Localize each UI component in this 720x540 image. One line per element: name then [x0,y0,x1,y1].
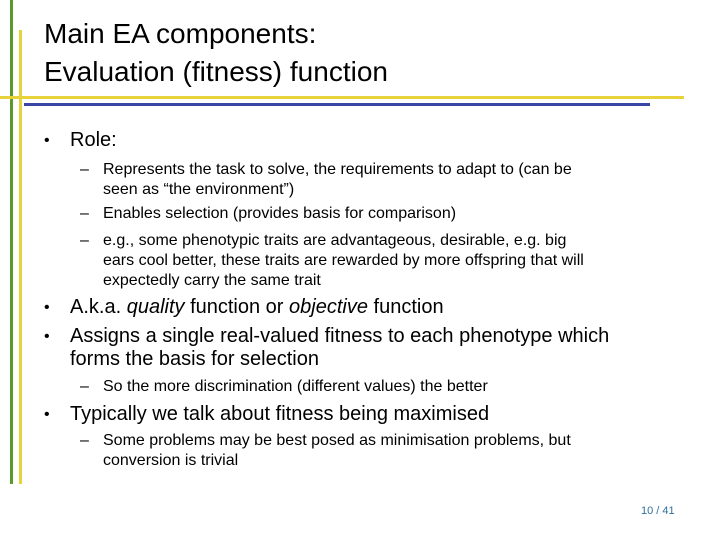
sub-bullet-marker: – [80,205,89,222]
sub-bullet-marker: – [80,161,89,178]
sub-bullet-text: So the more discrimination (different values) the better [103,378,488,395]
sub-bullet-marker: – [80,432,89,449]
bullet-text: Typically we talk about fitness being maximised [70,403,490,425]
bullet-marker: • [44,132,50,149]
sub-bullet-text-line1: e.g., some phenotypic traits are advantageous, desirable, e.g. big [103,232,567,249]
page-number: 10 / 41 [641,505,675,517]
slide-title-line1: Main EA components: [44,18,317,49]
sub-bullet-marker: – [80,232,89,249]
sub-bullet-text-line2: conversion is trivial [103,452,239,469]
slide-title-line2: Evaluation (fitness) function [44,56,388,87]
sub-bullet-text-line1: Represents the task to solve, the requirements to adapt to (can be [103,161,572,178]
sub-bullet-text-line2: seen as “the environment”) [103,181,295,198]
text-segment: A.k.a. [70,296,127,318]
bullet-marker: • [44,299,50,316]
text-segment: function [367,296,444,318]
horizontal-rule-yellow [0,96,684,99]
slide-title [44,15,388,91]
bullet-text [70,296,444,319]
text-segment: function or [184,296,290,318]
bullet-text-line2: forms the basis for selection [70,348,319,370]
bullet-marker: • [44,328,50,345]
bullet-text-line1: Assigns a single real-valued fitness to each phenotype which [70,325,610,347]
vertical-rule-green [10,0,13,484]
text-emphasis-objective: objective [289,296,368,318]
horizontal-rule-blue [24,103,650,106]
sub-bullet-text: Enables selection (provides basis for comparison) [103,205,457,222]
bullet-marker: • [44,406,50,423]
text-emphasis-quality: quality [126,296,185,318]
bullet-text: Role: [70,129,117,151]
sub-bullet-marker: – [80,378,89,395]
sub-bullet-text-line3: expectedly carry the same trait [103,272,321,289]
sub-bullet-text-line1: Some problems may be best posed as minimisation problems, but [103,432,571,449]
sub-bullet-text-line2: ears cool better, these traits are rewarded by more offspring that will [103,252,584,269]
